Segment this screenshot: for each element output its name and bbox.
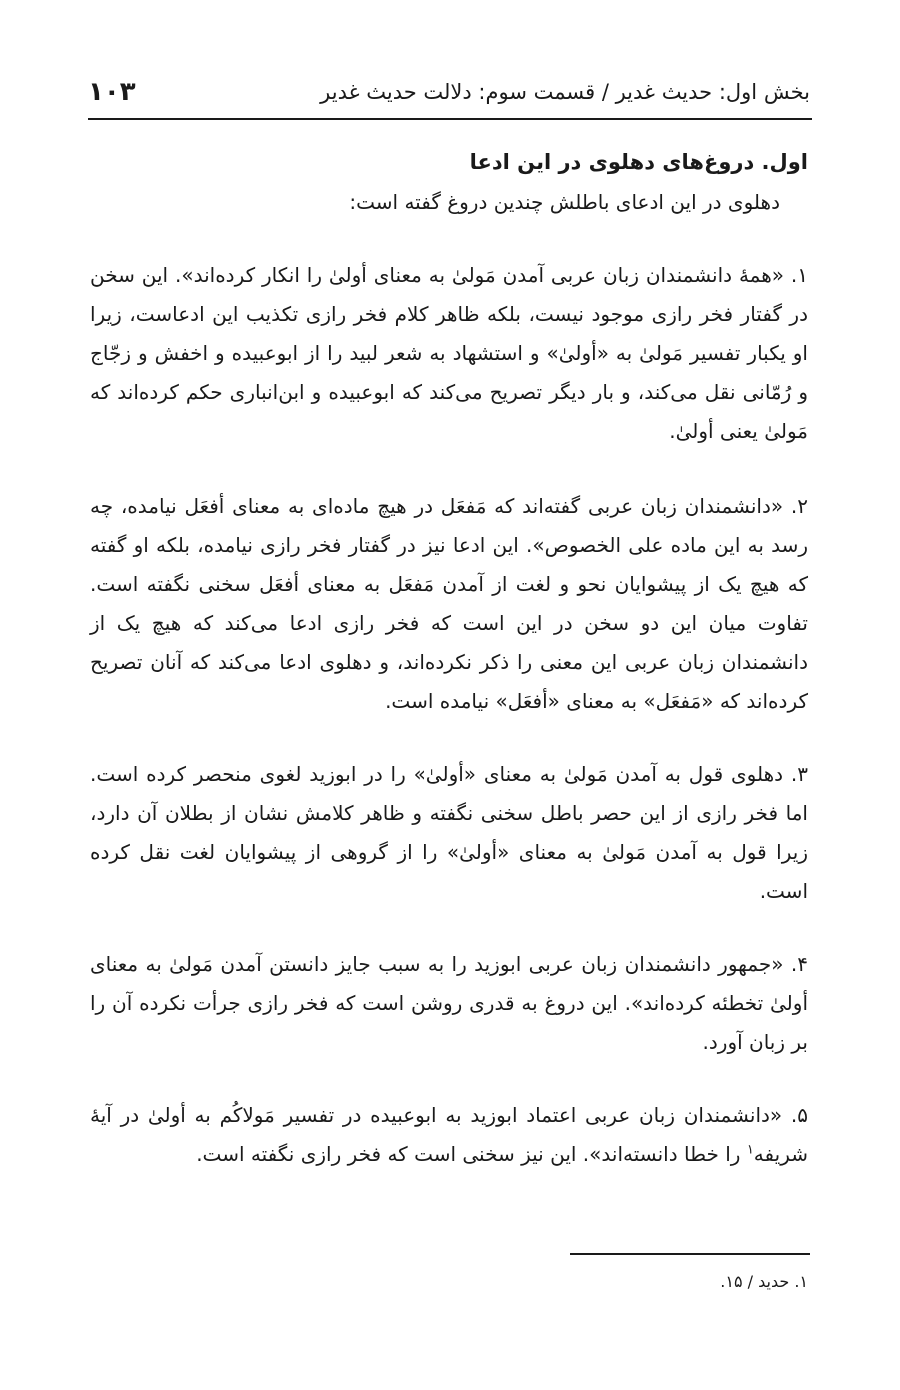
paragraph-5 bbox=[90, 1096, 808, 1174]
section-intro: دهلوی در این ادعای باطلش چندین دروغ گفته است: bbox=[349, 190, 780, 214]
footnote-rule bbox=[570, 1253, 810, 1255]
paragraph-3: ۳. دهلوی قول به آمدن مَولیٰ به معنای «أولیٰ» را در ابوزید لغوی منحصر کرده است. اما فخر رازی از این حصر باطل سخنی نگفته و ظاهر کلامش نشان از بطلان آن دارد، زیرا قول به آمدن مَولیٰ به معنای «أولیٰ» را از گروهی از پیشوایان لغت نقل کرده است. bbox=[90, 762, 808, 903]
paragraph-1: ۱. «همهٔ دانشمندان زبان عربی آمدن مَولیٰ به معنای أولیٰ را انکار کرده‌اند». این سخن در گفتار فخر رازی موجود نیست، بلکه ظاهر کلام فخر رازی تکذیب این ادعاست، زیرا او یکبار تفسیر مَولیٰ به «أولیٰ» و استشهاد به شعر لبید را از ابوعبیده و اخفش و زجّاج و رُمّانی نقل می‌کند، و بار دیگر تصریح می‌کند که ابوعبیده و ابن‌انباری حکم کرده‌اند که مَولیٰ یعنی أولیٰ. bbox=[90, 263, 808, 443]
footnote-marker[interactable]: ۱ bbox=[746, 1142, 754, 1158]
paragraph-5-text-after: را خطا دانسته‌اند». این نیز سخنی است که فخر رازی نگفته است. bbox=[196, 1142, 747, 1166]
body-text bbox=[90, 142, 808, 1174]
paragraph-5-text-before: ۵. «دانشمندان زبان عربی اعتماد ابوزید به ابوعبیده در تفسیر مَولاکُم به أولیٰ در آیهٔ شریفه bbox=[90, 1103, 808, 1166]
paragraph-2: ۲. «دانشمندان زبان عربی گفته‌اند که مَفعَل در هیچ ماده‌ای به معنای أفعَل نیامده، چه رسد به این ماده علی الخصوص». این ادعا نیز در گفتار فخر رازی نیامده، بلکه او گفته که هیچ یک از پیشوایان نحو و لغت از آمدن مَفعَل به معنای أفعَل سخنی نگفته است. تفاوت میان این دو سخن در این است که فخر رازی ادعا می‌کند که هیچ یک از دانشمندان زبان عربی این معنی را ذکر نکرده‌اند، و دهلوی ادعا می‌کند که آنان تصریح کرده‌اند که «مَفعَل» به معنای «أفعَل» نیامده است. bbox=[90, 494, 808, 713]
header-rule bbox=[88, 118, 812, 120]
running-header bbox=[88, 72, 810, 112]
section-title: اول. دروغ‌های دهلوی در این ادعا bbox=[469, 150, 808, 174]
page-number: ۱۰۳ bbox=[88, 77, 136, 107]
running-title: بخش اول: حدیث غدیر / قسمت سوم: دلالت حدیث غدیر bbox=[320, 80, 810, 104]
paragraph-4: ۴. «جمهور دانشمندان زبان عربی ابوزید را به سبب جایز دانستن آمدن مَولیٰ به معنای أولیٰ تخطئه کرده‌اند». این دروغ به قدری روشن است که فخر رازی جرأت نکرده آن را بر زبان آورد. bbox=[90, 952, 808, 1054]
footnote: ۱. حدید / ۱۵. bbox=[720, 1272, 808, 1291]
